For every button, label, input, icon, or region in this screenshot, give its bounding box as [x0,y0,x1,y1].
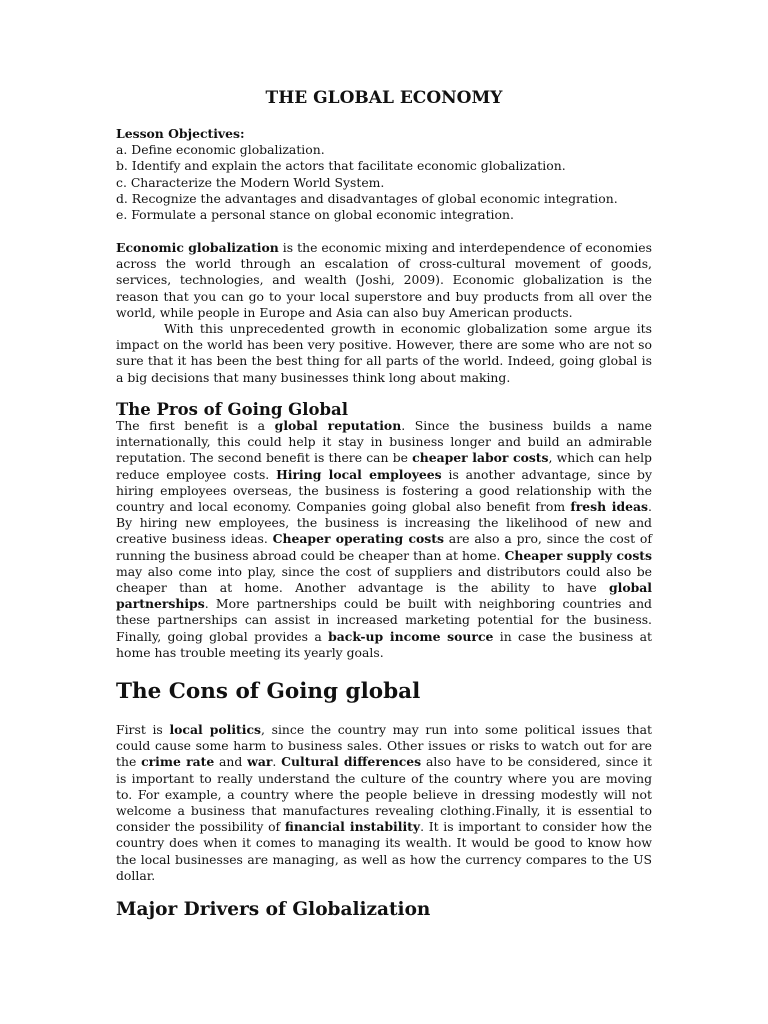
pros-text: . Since the business builds a name internationally, this could help it stay in business longer and build an admirable reputation. The second benefit is there can be [116,418,653,466]
pros-paragraph [116,418,652,661]
objectives-heading: Lesson Objectives: [116,126,245,141]
lesson-objectives [116,126,652,223]
pros-text: . More partnerships could be built with neighboring countries and these partnerships can assist in increased marketing potential for the business. Finally, going global provides a [116,596,652,644]
pros-term: Cheaper operating costs [272,531,444,547]
pros-term: back-up income source [328,628,494,644]
pros-text: may also come into play, since the cost of suppliers and distributors could also be cheaper than at home. Another advantage is the ability to have [116,563,652,596]
intro-text: is the economic mixing and interdependence of economies across the world through an escalation of cross-cultural movement of goods, services, technologies, and wealth (Joshi, 2009). Economic globalization is the reason that you can go to your local superstore and buy products from all over the world, while people in Europe and Asia can also buy American products. [116,240,652,320]
pros-text: in case the business at home has trouble meeting its yearly goals. [116,628,653,660]
cons-text: . [272,754,282,770]
pros-text: is another advantage, since by hiring employees overseas, the business is fostering a good relationship with the country and local economy. Companies going global also benefit from [116,466,652,515]
cons-text: . It is important to consider how the country does when it comes to managing its wealth. It would be good to know how the local businesses are managing, as well as how the currency compares to the US dollar. [116,819,652,883]
pros-term: fresh ideas [570,499,649,515]
drivers-heading: Major Drivers of Globalization [116,899,431,920]
cons-text: First is [116,722,170,737]
pros-text: , which can help reduce employee costs. [116,450,652,482]
objective-item: c. Characterize the Modern World System. [116,174,385,190]
pros-term: global reputation [274,418,402,433]
cons-term: war [247,754,273,770]
intro-paragraph-1 [116,240,652,321]
pros-text: The first benefit is a [116,418,275,433]
pros-term: cheaper labor costs [412,450,549,466]
intro-paragraph-2: With this unprecedented growth in economic globalization some argue its impact on the world has been very positive. However, there are some who are not so sure that it has been the best thing for all parts of the world. Indeed, going global is a big decisions that many businesses think long about making. [116,321,652,385]
cons-text: also have to be considered, since it is important to really understand the culture of the country where you are moving to. For example, a country where the people believe in dressing modestly will not welcome a business that manufactures revealing clothing.Finally, it is essential to consider the possibility of [116,754,652,835]
pros-term: Cheaper supply costs [504,547,652,563]
objective-item: b. Identify and explain the actors that facilitate economic globalization. [116,158,566,174]
pros-heading: The Pros of Going Global [116,400,349,419]
cons-paragraph [116,722,652,884]
pros-text: . By hiring new employees, the business is increasing the likelihood of new and creative business ideas. [116,499,652,547]
cons-term: Cultural differences [281,754,422,770]
objective-item: a. Define economic globalization. [116,142,325,158]
term-economic-globalization: Economic globalization [116,240,279,255]
cons-term: financial instability [284,819,421,835]
objective-item: d. Recognize the advantages and disadvantages of global economic integration. [116,190,618,206]
cons-term: crime rate [141,754,215,770]
cons-text: , since the country may run into some political issues that could cause some harm to business sales. Other issues or risks to watch out for are the [116,722,653,770]
document-title: THE GLOBAL ECONOMY [265,88,503,108]
cons-text: and [214,754,248,770]
pros-text: are also a pro, since the cost of running the business abroad could be cheaper than at home. [116,531,652,563]
objective-item: e. Formulate a personal stance on global economic integration. [116,207,514,223]
cons-heading: The Cons of Going global [116,679,421,704]
pros-term: Hiring local employees [276,466,442,482]
cons-term: local politics [169,722,261,737]
pros-term: global partnerships [116,580,652,612]
